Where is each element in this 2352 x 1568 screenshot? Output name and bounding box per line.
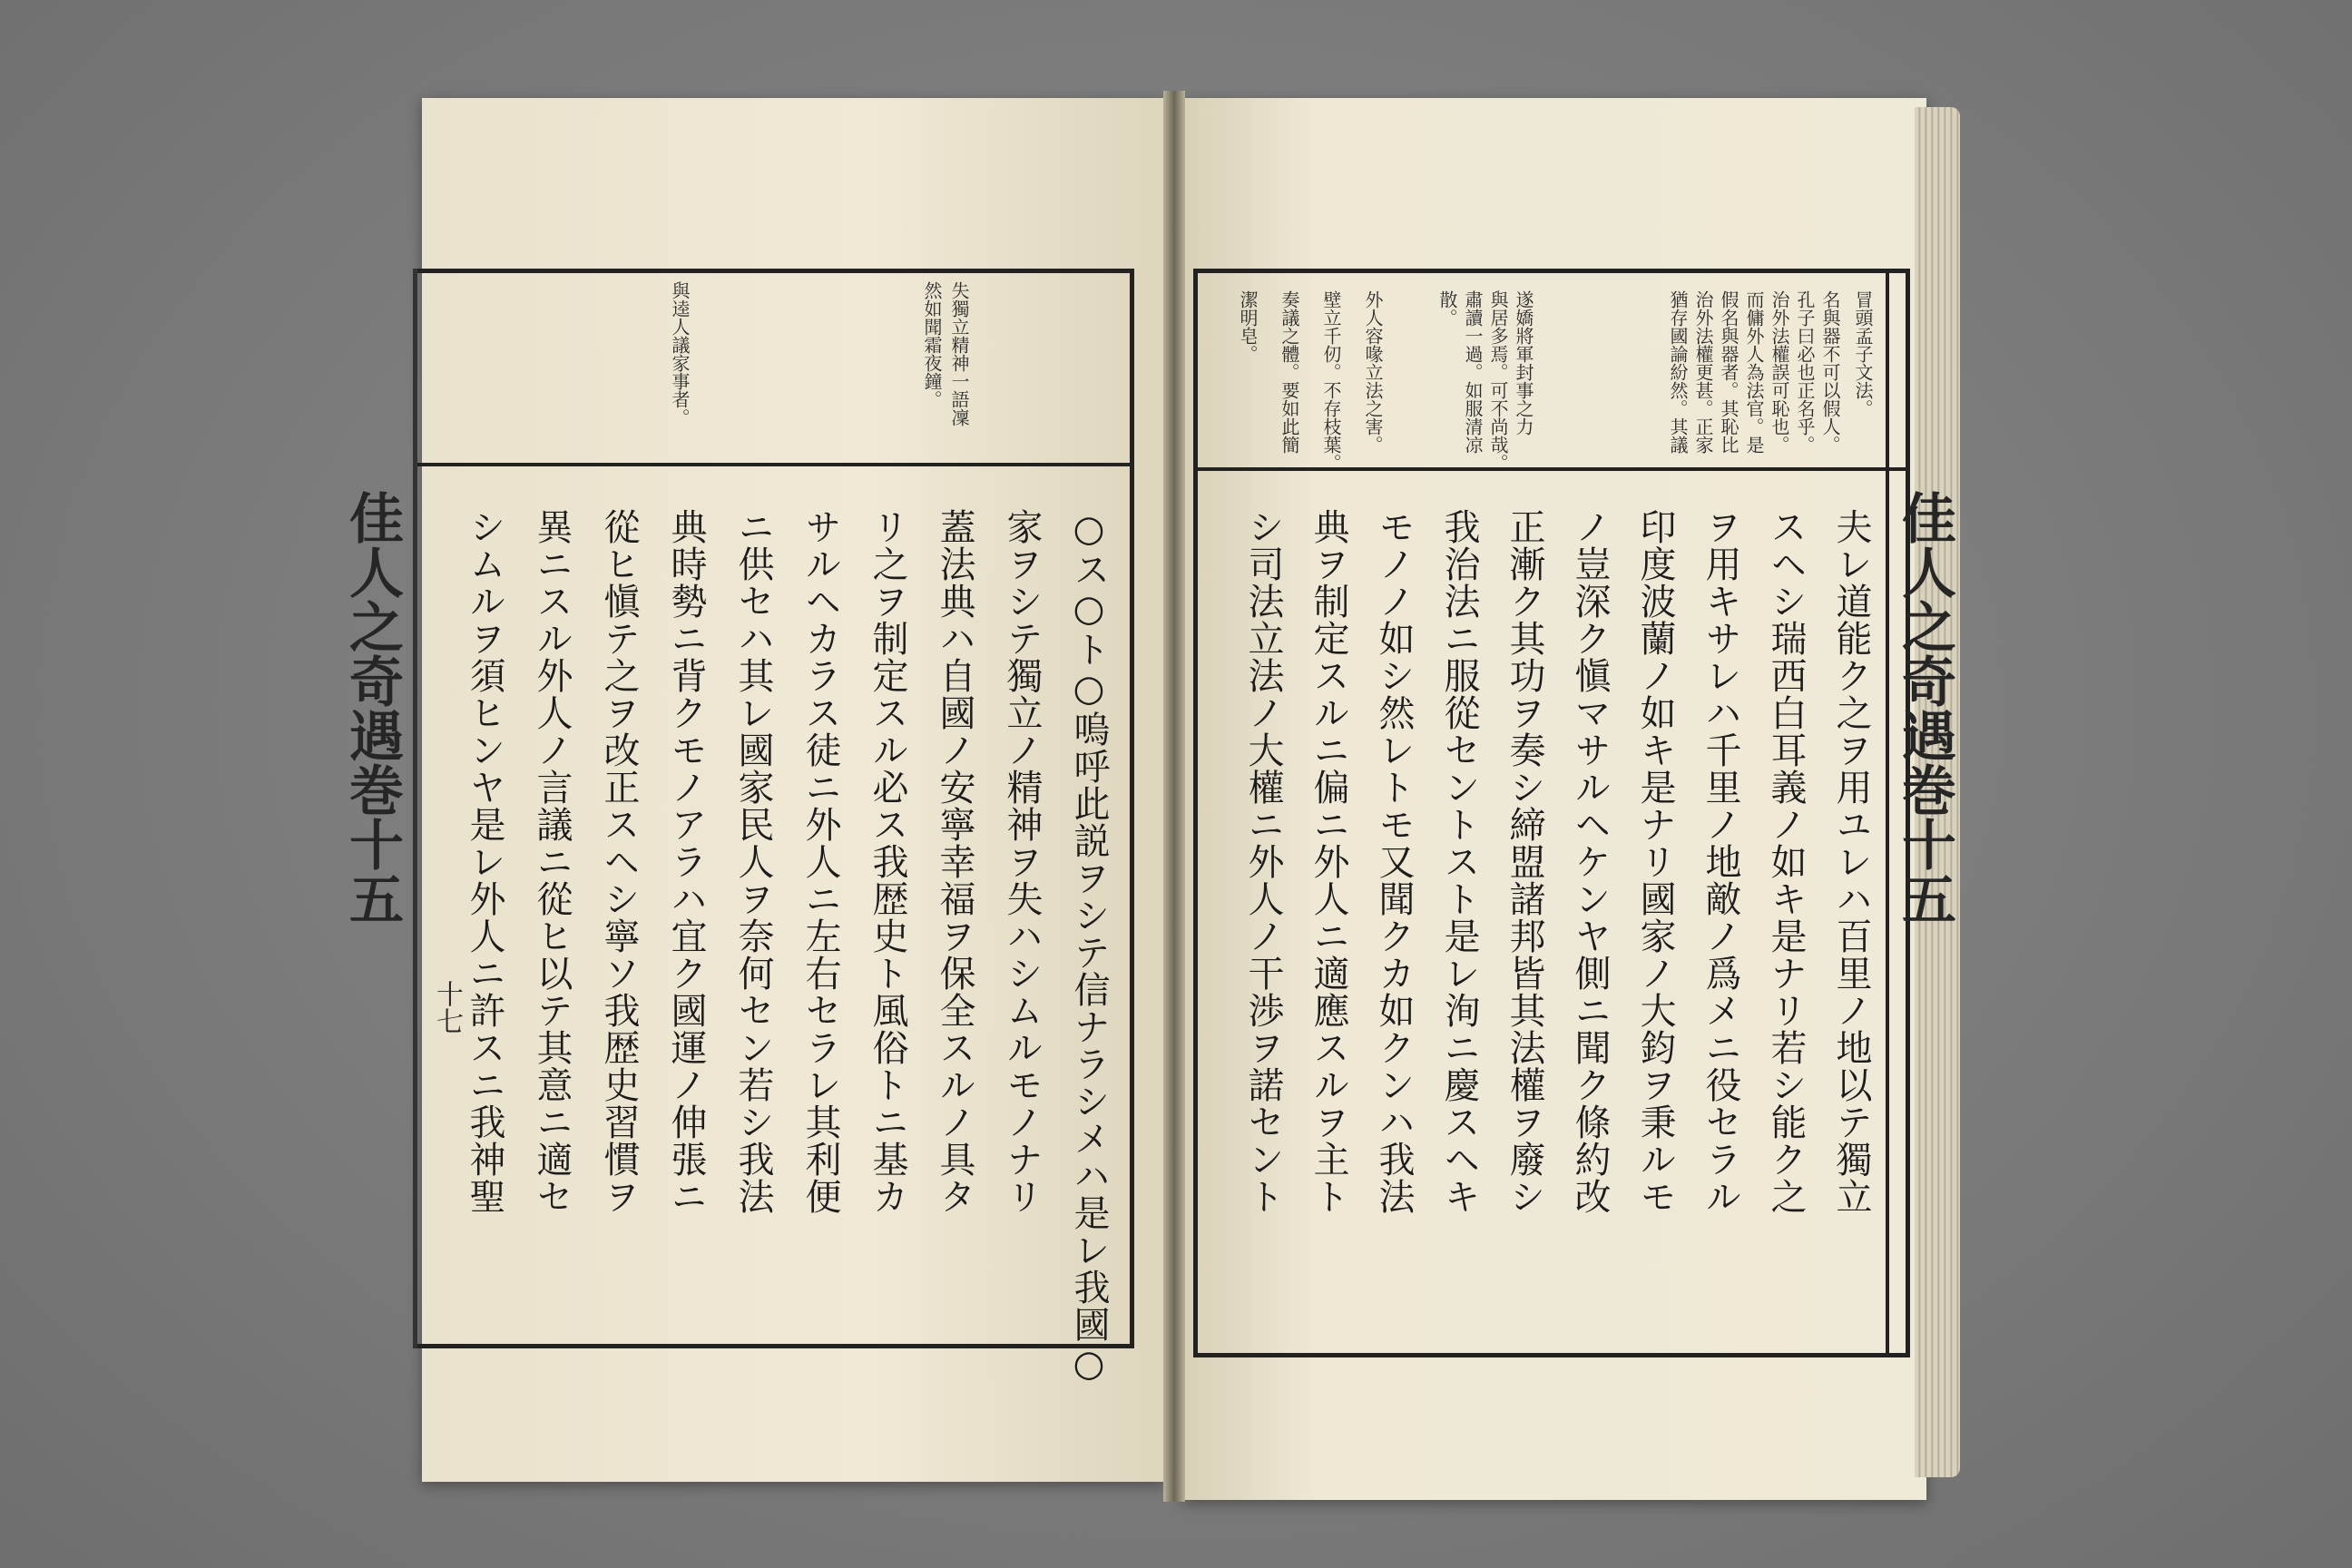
right-header-note: 猶存國論紛然。其議 — [1667, 290, 1689, 454]
right-header-note: 奏議之體。要如此簡 — [1279, 290, 1300, 454]
left-body-column: リ之ヲ制定スル必ス我歴史ト風俗トニ基カ — [867, 508, 908, 1215]
right-body-column: モノノ如シ然レトモ又聞クカ如クンハ我法 — [1373, 508, 1415, 1215]
right-header-note: 外人容喙立法之害。 — [1362, 290, 1384, 454]
right-header-note: 散。 — [1436, 290, 1458, 327]
right-header-note: 遂嬌將軍封事之力 — [1513, 290, 1534, 436]
right-header-rule — [1193, 467, 1910, 471]
right-margin-title: 佳人之奇遇巻十五 — [1893, 490, 1956, 926]
left-body-column: 異ニスル外人ノ言議ニ從ヒ以テ其意ニ適セ — [531, 508, 573, 1215]
right-header-note: 治外法權誤可恥也。 — [1769, 290, 1790, 454]
left-header-rule — [413, 463, 1134, 466]
right-header-note: 名與器不可以假人。 — [1819, 290, 1841, 454]
left-margin-title-text: 佳人之奇遇巻十五 — [340, 490, 404, 926]
right-header-note: 潔明皂。 — [1237, 290, 1259, 363]
left-header-note: 失獨立精神一語凜 — [948, 281, 970, 426]
left-body-column: 從ヒ愼テ之ヲ改正スヘシ寧ソ我歴史習慣ヲ — [598, 508, 640, 1215]
right-body-column: 正漸ク其功ヲ奏シ締盟諸邦皆其法權ヲ廢シ — [1504, 508, 1545, 1215]
right-inner-rule — [1886, 269, 1889, 1357]
left-body-column: 家ヲシテ獨立ノ精神ヲ失ハシムルモノナリ — [1001, 508, 1043, 1215]
left-body-column: シムルヲ須ヒンヤ是レ外人ニ許スニ我神聖 — [464, 508, 505, 1215]
right-header-note: 假名與器者。其恥比 — [1718, 290, 1740, 454]
right-body-column: ヲ用キサレハ千里ノ地敵ノ爲メニ役セラル — [1700, 508, 1741, 1215]
book-gutter — [1163, 91, 1185, 1502]
right-header-note: 治外法權更甚。正家 — [1692, 290, 1714, 454]
left-folio: 十七 — [431, 980, 463, 1034]
right-body-column: 典ヲ制定スルニ偏ニ外人ニ適應スルヲ主ト — [1308, 508, 1349, 1215]
right-header-note: 孔子曰必也正名乎。 — [1794, 290, 1816, 454]
right-body-column: 夫レ道能ク之ヲ用ユレハ百里ノ地以テ獨立 — [1830, 508, 1872, 1215]
right-header-note: 壁立千仞。不存枝葉。 — [1320, 290, 1342, 472]
right-body-column: シ司法立法ノ大權ニ外人ノ干渉ヲ諾セント — [1242, 508, 1284, 1215]
left-body-column: ニ供セハ其レ國家民人ヲ奈何セン若シ我法 — [732, 508, 774, 1215]
left-header-note: 與逵人議家事者。 — [669, 281, 691, 426]
right-body-column: 我治法ニ服從セントスト是レ洵ニ慶スヘキ — [1438, 508, 1480, 1215]
left-body-column: 蓋法典ハ自國ノ安寧幸福ヲ保全スルノ具タ — [934, 508, 975, 1215]
right-body-column: スヘシ瑞西白耳義ノ如キ是ナリ若シ能ク之 — [1765, 508, 1807, 1215]
right-header-note: 與居多焉。可不尚哉。 — [1487, 290, 1509, 472]
right-body-column: ノ豈深ク愼マサルヘケンヤ側ニ聞ク條約改 — [1569, 508, 1611, 1215]
left-body-column: 典時勢ニ背クモノアラハ宜ク國運ノ伸張ニ — [665, 508, 707, 1215]
left-header-note: 然如聞霜夜鐘。 — [921, 281, 943, 408]
left-body-column: サルヘカラス徒ニ外人ニ左右セラレ其利便 — [799, 508, 841, 1215]
right-header-note: 肅讀一過。如服清凉 — [1462, 290, 1484, 454]
left-body-column: ○ス○ト○嗚呼此説ヲシテ信ナラシメハ是レ我國○ — [1068, 508, 1110, 1386]
right-header-note: 而傭外人為法官。是 — [1743, 290, 1765, 454]
right-header-note: 冒頭孟子文法。 — [1852, 290, 1874, 417]
left-margin-title — [340, 490, 422, 926]
right-body-column: 印度波蘭ノ如キ是ナリ國家ノ大鈞ヲ秉ルモ — [1634, 508, 1676, 1215]
